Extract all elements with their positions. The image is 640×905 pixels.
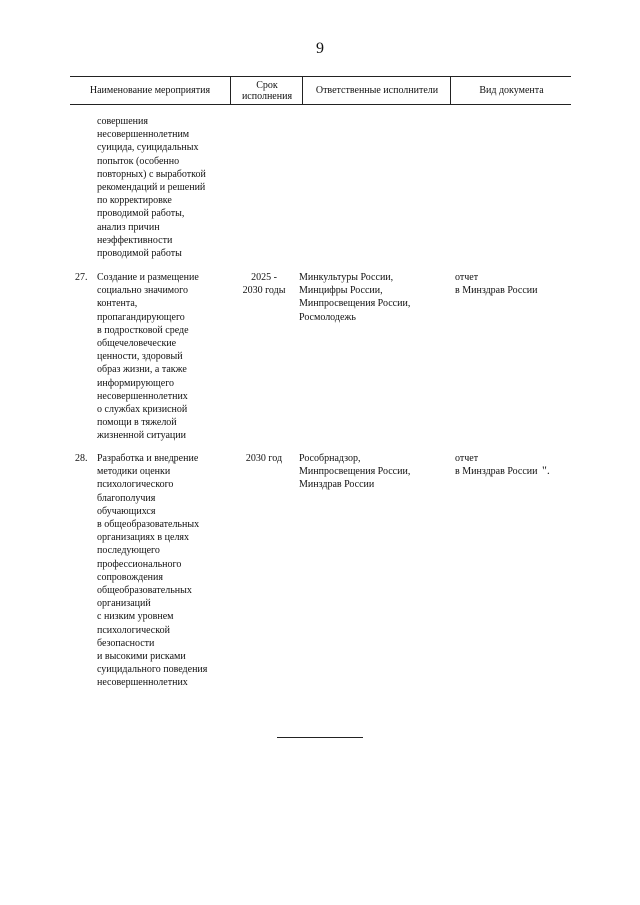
page-number: 9 xyxy=(316,40,324,57)
row-27-term: 2025 - 2030 годы xyxy=(242,272,286,297)
row-28-name: Разработка и внедрение методики оценки психологического благополучия обучающихся в общеобразовательных организациях в целях последующего профессионального сопровождения общеобразовательных организаций с низким уровнем психологической безопасности и высокими рисками суицидального поведения несовершеннолетних xyxy=(97,453,208,689)
header-term: Срок исполнения xyxy=(230,77,303,104)
table-header xyxy=(70,76,571,105)
row-28-term: 2030 год xyxy=(245,453,283,464)
row-28-closing-mark: ". xyxy=(542,463,550,477)
footer-divider xyxy=(277,737,363,738)
row-28-doc-type: отчет в Минздрав России xyxy=(455,453,538,478)
row-28-responsible: Рособрнадзор, Минпросвещения России, Минздрав России xyxy=(299,453,411,491)
continued-row-name: совершения несовершеннолетним суицида, суицидальных попыток (особенно повторных) с выработкой рекомендаций и решений по корректировке проводимой работы, анализ причин неэффективности проводимой работы xyxy=(97,116,206,260)
row-27-responsible: Минкультуры России, Минцифры России, Минпросвещения России, Росмолодежь xyxy=(299,272,411,323)
header-name: Наименование мероприятия xyxy=(89,85,211,96)
row-27-number: 27. xyxy=(75,272,88,283)
header-doc-type: Вид документа xyxy=(450,77,572,104)
row-28-number: 28. xyxy=(75,453,88,464)
row-27-name: Создание и размещение социально значимого контента, пропагандирующего в подростковой среде общечеловеческие ценности, здоровый образ жизни, а также информирующего несовершеннолетних о службах кризисной помощи в тяжелой жизненной ситуации xyxy=(97,272,199,442)
row-27-doc-type: отчет в Минздрав России xyxy=(455,272,538,297)
header-responsible: Ответственные исполнители xyxy=(302,77,451,104)
